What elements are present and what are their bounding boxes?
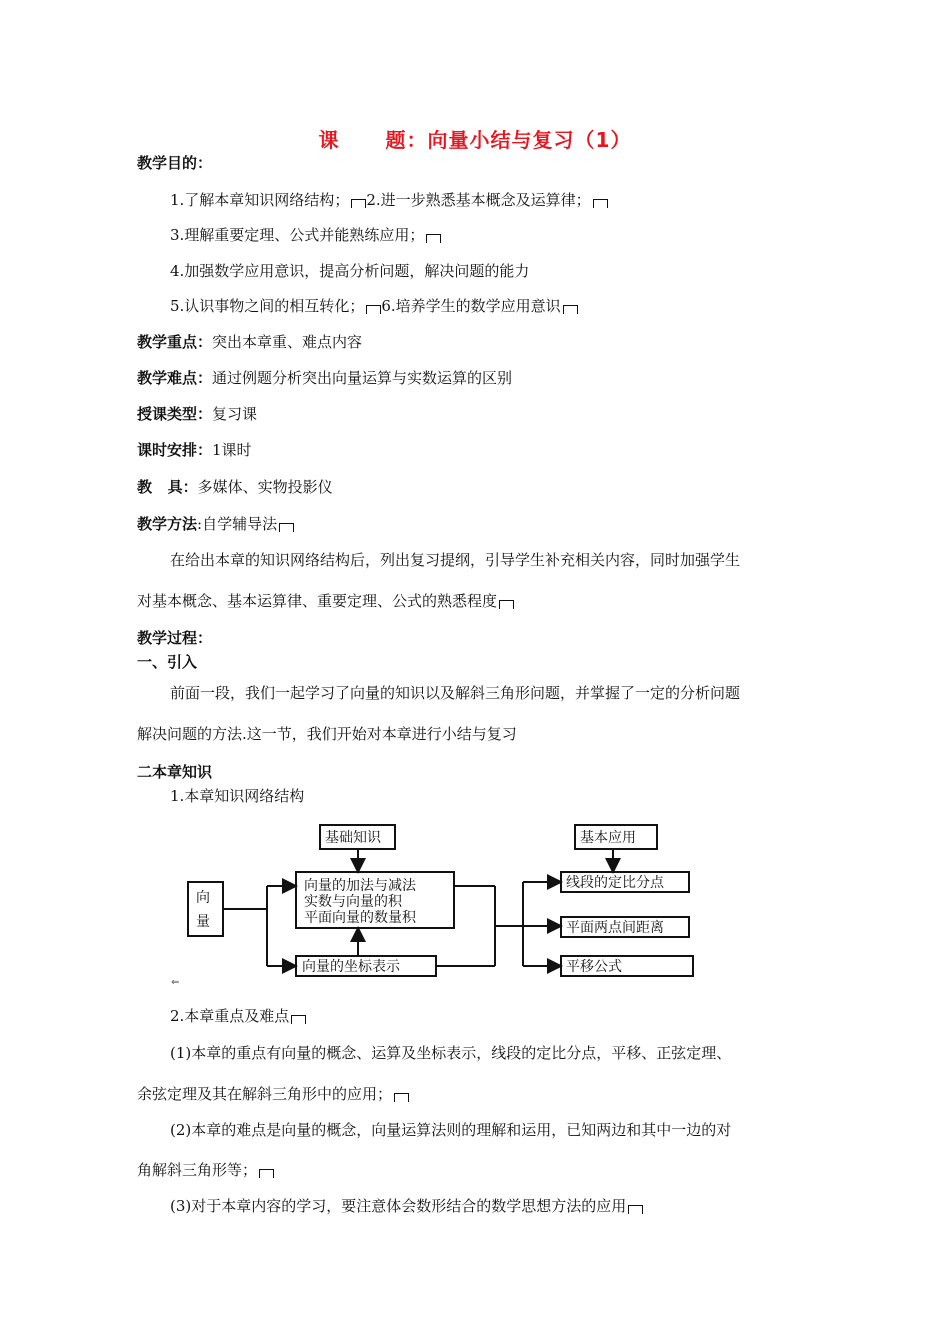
app-label-1: 线段的定比分点 [566,875,664,891]
intro-heading: 一、引入 [137,653,198,671]
objectives-heading: 教学目的： [137,154,213,172]
paragraph-mark-icon [628,1205,643,1214]
paragraph-mark-icon [593,199,608,208]
objective-line-1: 1.了解本章知识网络结构； 2.进一步熟悉基本概念及运算律； [170,190,608,210]
point-2-line-2: 角解斜三角形等； [137,1160,274,1180]
paragraph-mark-icon [279,523,294,532]
network-structure-title: 1.本章知识网络结构 [170,787,305,805]
key-difficulty-title: 2.本章重点及难点 [170,1006,306,1026]
paragraph-mark-icon [351,199,366,208]
paragraph-mark-icon [366,305,381,314]
teaching-tools: 教 具：多媒体、实物投影仪 [137,478,333,496]
apps-label: 基本应用 [580,830,636,846]
paragraph-mark-icon [291,1015,306,1024]
difficulties: 教学难点：通过例题分析突出向量运算与实数运算的区别 [137,369,513,387]
point-2-line-1: (2)本章的难点是向量的概念，向量运算法则的理解和运用，已知两边和其中一边的对 [170,1121,732,1139]
app-label-2: 平面两点间距离 [566,920,664,936]
lesson-type: 授课类型：复习课 [137,405,258,423]
objective-line-3: 4.加强数学应用意识，提高分析问题，解决问题的能力 [170,262,530,280]
return-mark-icon: ⇐ [171,977,180,988]
method-desc-line-2: 对基本概念、基本运算律、重要定理、公式的熟悉程度 [137,591,514,611]
schedule: 课时安排：1课时 [137,441,252,459]
key-points: 教学重点：突出本章重、难点内容 [137,333,363,351]
chapter-heading: 二本章知识 [137,763,213,781]
app-label-3: 平移公式 [566,959,622,975]
teaching-method: 教学方法:自学辅导法 [137,514,294,534]
vector-label-top: 向 [196,890,210,906]
paragraph-mark-icon [563,305,578,314]
objective-line-2: 3.理解重要定理、公式并能熟练应用； [170,225,441,245]
intro-line-2: 解决问题的方法.这一节，我们开始对本章进行小结与复习 [137,725,517,743]
coords-label: 向量的坐标表示 [302,959,400,975]
process-heading: 教学过程： [137,629,213,647]
point-3: (3)对于本章内容的学习，要注意体会数形结合的数学思想方法的应用 [170,1196,643,1216]
ops-label-3: 平面向量的数量积 [304,910,416,926]
objective-line-4: 5.认识事物之间的相互转化； 6.培养学生的数学应用意识 [170,296,578,316]
paragraph-mark-icon [499,600,514,609]
knowledge-network-diagram [171,820,703,995]
ops-label-2: 实数与向量的积 [304,894,402,910]
intro-line-1: 前面一段，我们一起学习了向量的知识以及解斜三角形问题，并掌握了一定的分析问题 [170,684,741,702]
point-1-line-1: (1)本章的重点有向量的概念、运算及坐标表示，线段的定比分点，平移、正弦定理、 [170,1044,732,1062]
paragraph-mark-icon [426,234,441,243]
page-title: 课 题：向量小结与复习（1） [318,128,632,152]
ops-label-1: 向量的加法与减法 [304,878,416,894]
paragraph-mark-icon [259,1169,274,1178]
point-1-line-2: 余弦定理及其在解斜三角形中的应用； [137,1084,409,1104]
method-desc-line-1: 在给出本章的知识网络结构后，列出复习提纲，引导学生补充相关内容，同时加强学生 [170,551,741,569]
basics-label: 基础知识 [325,830,381,846]
paragraph-mark-icon [394,1093,409,1102]
vector-label-bottom: 量 [196,914,210,930]
